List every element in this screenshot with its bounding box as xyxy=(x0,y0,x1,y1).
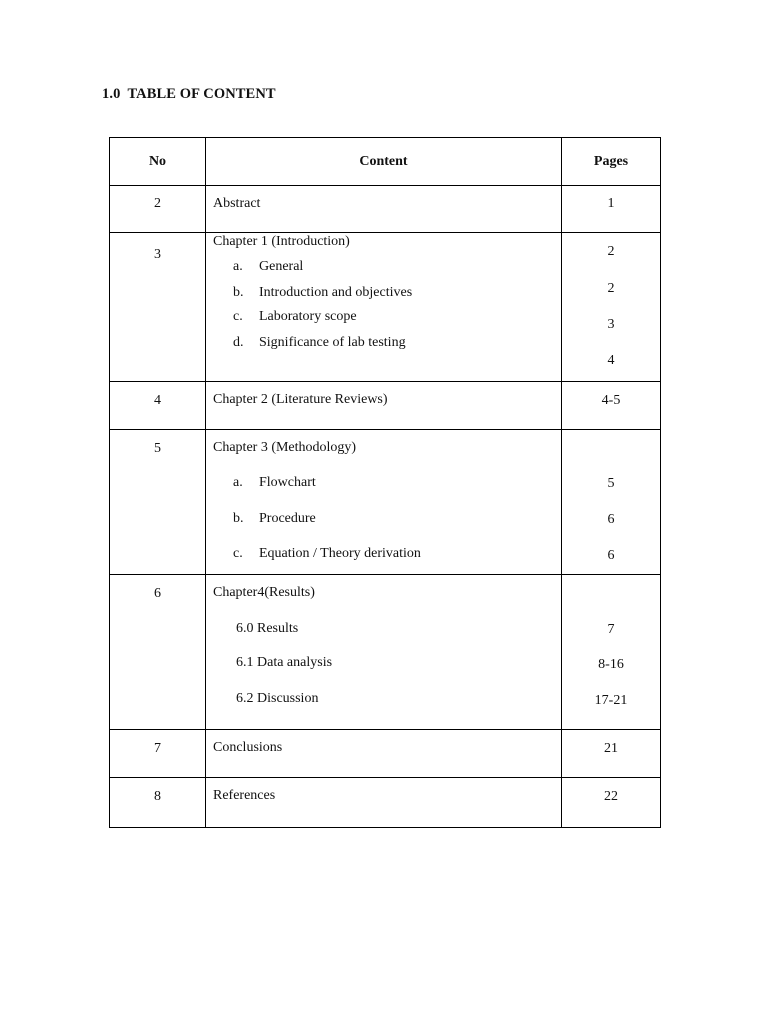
list-item-marker: c. xyxy=(233,309,243,324)
heading-number: 1.0 xyxy=(102,86,121,102)
list-item: 6.1 Data analysis xyxy=(236,655,333,670)
row-page: 2 xyxy=(607,281,615,296)
table-of-contents xyxy=(109,137,661,828)
row-page: 6 xyxy=(607,512,615,527)
row-page: 3 xyxy=(607,317,615,332)
row-content: Abstract xyxy=(213,196,261,211)
table-row xyxy=(110,575,661,730)
row-content: Chapter 1 (Introduction) xyxy=(213,234,350,249)
list-item-marker: c. xyxy=(233,546,243,561)
row-page: 21 xyxy=(604,741,618,756)
row-number: 5 xyxy=(154,441,161,456)
table-row xyxy=(110,186,661,233)
list-item: Introduction and objectives xyxy=(259,285,413,300)
row-content: Chapter 3 (Methodology) xyxy=(213,440,357,455)
table-row xyxy=(110,430,661,575)
row-page: 22 xyxy=(604,789,618,804)
row-page: 4 xyxy=(607,353,615,368)
table-row xyxy=(110,382,661,430)
list-item: Significance of lab testing xyxy=(259,335,406,350)
list-item: General xyxy=(259,259,304,274)
header-no: No xyxy=(110,138,206,186)
row-number: 6 xyxy=(154,586,161,601)
list-item: Laboratory scope xyxy=(259,309,357,324)
list-item: Procedure xyxy=(259,511,316,526)
list-item: 6.0 Results xyxy=(236,621,299,636)
list-item-marker: a. xyxy=(233,475,243,490)
list-item-marker: a. xyxy=(233,259,243,274)
list-item: Flowchart xyxy=(259,475,316,490)
list-item: Equation / Theory derivation xyxy=(259,546,421,561)
document-heading xyxy=(102,86,276,103)
table-row xyxy=(110,233,661,382)
list-item-marker: b. xyxy=(233,511,244,526)
list-item-marker: b. xyxy=(233,285,244,300)
row-number: 3 xyxy=(154,247,161,262)
row-page: 8-16 xyxy=(598,657,624,672)
row-content: Conclusions xyxy=(213,740,283,755)
heading-title: TABLE OF CONTENT xyxy=(127,86,276,102)
list-item-marker: d. xyxy=(233,335,244,350)
table-row xyxy=(110,730,661,778)
row-page: 2 xyxy=(607,244,615,259)
row-content: References xyxy=(213,788,276,803)
row-content: Chapter 2 (Literature Reviews) xyxy=(213,392,388,407)
row-page: 1 xyxy=(607,196,615,211)
row-page: 17-21 xyxy=(594,693,628,708)
row-number: 2 xyxy=(154,196,161,211)
header-content: Content xyxy=(206,138,562,186)
row-page: 5 xyxy=(607,476,615,491)
header-row xyxy=(110,138,661,186)
row-page: 4-5 xyxy=(601,393,621,408)
row-content: Chapter4(Results) xyxy=(213,585,315,600)
row-number: 7 xyxy=(154,741,161,756)
header-pages: Pages xyxy=(562,138,661,186)
row-number: 8 xyxy=(154,789,161,804)
row-page: 7 xyxy=(607,622,615,637)
row-number: 4 xyxy=(154,393,161,408)
table-row xyxy=(110,778,661,828)
list-item: 6.2 Discussion xyxy=(236,691,319,706)
row-page: 6 xyxy=(607,548,615,563)
